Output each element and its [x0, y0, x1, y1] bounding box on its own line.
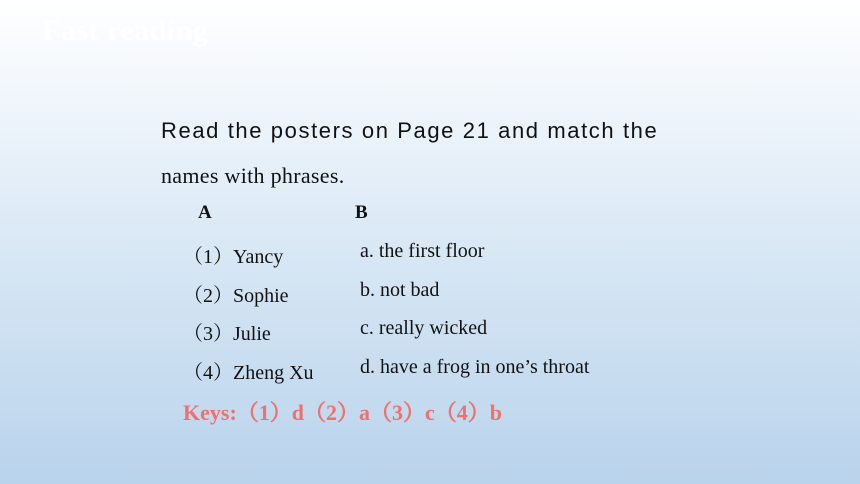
slide-title: Fast reading: [42, 14, 209, 47]
instruction-line-1: Read the posters on Page 21 and match the: [161, 118, 659, 143]
instruction-text: [161, 108, 721, 198]
row-name: （2）Sophie: [183, 285, 289, 307]
instruction-line-2: names with phrases.: [161, 163, 345, 188]
row-phrase: a. the first floor: [360, 240, 485, 262]
answer-keys: Keys:（1）d（2）a（3）c（4）b: [183, 400, 503, 425]
row-phrase: c. really wicked: [360, 317, 488, 339]
column-b-header: B: [355, 202, 368, 223]
row-name: （1）Yancy: [183, 246, 284, 268]
row-name: （4）Zheng Xu: [183, 362, 314, 384]
column-a-header: A: [198, 202, 212, 223]
row-name: （3）Julie: [183, 323, 271, 345]
row-phrase: d. have a frog in one’s throat: [360, 356, 590, 378]
row-phrase: b. not bad: [360, 279, 440, 301]
